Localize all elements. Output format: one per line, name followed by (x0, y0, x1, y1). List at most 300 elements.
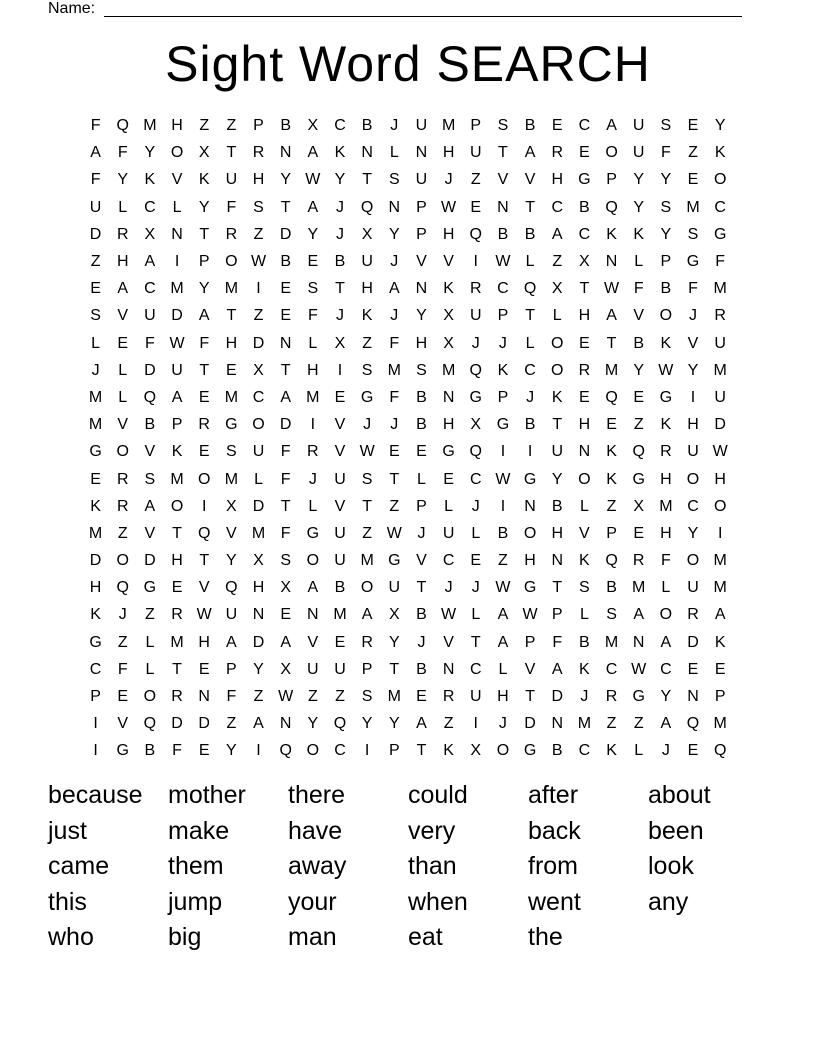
grid-letter[interactable]: C (144, 280, 156, 298)
grid-letter[interactable]: K (660, 334, 672, 352)
grid-letter[interactable]: D (89, 225, 102, 243)
grid-letter[interactable]: V (524, 660, 536, 678)
grid-letter[interactable]: K (606, 470, 617, 488)
grid-letter[interactable]: J (335, 307, 344, 325)
grid-letter[interactable]: B (579, 198, 590, 216)
grid-letter[interactable]: E (171, 579, 183, 597)
grid-letter[interactable]: A (497, 633, 509, 651)
grid-letter[interactable]: J (444, 171, 453, 189)
grid-letter[interactable]: F (633, 280, 644, 298)
grid-letter[interactable]: A (198, 307, 210, 325)
grid-letter[interactable]: C (687, 497, 699, 515)
grid-letter[interactable]: Y (633, 361, 645, 379)
grid-letter[interactable]: P (226, 660, 237, 678)
grid-letter[interactable]: C (578, 117, 591, 135)
grid-letter[interactable]: Y (416, 307, 427, 325)
grid-letter[interactable]: T (389, 660, 400, 678)
grid-letter[interactable]: T (199, 361, 210, 379)
grid-letter[interactable]: Q (360, 198, 374, 216)
grid-letter[interactable]: S (388, 171, 400, 189)
grid-letter[interactable]: Z (552, 253, 563, 271)
grid-letter[interactable]: R (252, 144, 265, 162)
grid-letter[interactable]: R (469, 280, 482, 298)
grid-letter[interactable]: K (606, 443, 617, 461)
grid-letter[interactable]: O (686, 470, 700, 488)
grid-letter[interactable]: C (89, 660, 102, 678)
grid-letter[interactable]: H (660, 524, 672, 542)
grid-letter[interactable]: W (386, 524, 402, 542)
grid-letter[interactable]: O (116, 552, 129, 570)
grid-letter[interactable]: A (307, 579, 319, 597)
grid-letter[interactable]: W (712, 443, 728, 461)
grid-letter[interactable]: S (416, 361, 427, 379)
grid-letter[interactable]: Y (198, 198, 210, 216)
grid-letter[interactable]: M (441, 361, 456, 379)
grid-letter[interactable]: Q (469, 225, 482, 243)
grid-letter[interactable]: G (578, 171, 591, 189)
grid-letter[interactable]: Z (253, 307, 264, 325)
grid-letter[interactable]: Q (116, 117, 129, 135)
grid-letter[interactable]: N (388, 198, 401, 216)
grid-letter[interactable]: O (306, 552, 320, 570)
grid-letter[interactable]: F (552, 633, 563, 651)
grid-letter[interactable]: L (471, 524, 481, 542)
grid-letter[interactable]: N (551, 715, 564, 733)
grid-letter[interactable]: P (171, 416, 183, 434)
grid-letter[interactable]: K (171, 443, 183, 461)
grid-letter[interactable]: V (633, 307, 645, 325)
grid-letter[interactable]: C (334, 742, 346, 760)
grid-letter[interactable]: Y (117, 171, 129, 189)
grid-letter[interactable]: X (280, 660, 291, 678)
grid-letter[interactable]: J (471, 334, 480, 352)
grid-letter[interactable]: X (280, 579, 291, 597)
grid-letter[interactable]: L (118, 198, 128, 216)
grid-letter[interactable]: W (441, 198, 457, 216)
grid-letter[interactable]: C (252, 388, 265, 406)
grid-letter[interactable]: Q (143, 715, 157, 733)
grid-letter[interactable]: K (90, 606, 101, 624)
grid-letter[interactable]: V (226, 524, 237, 542)
grid-letter[interactable]: B (361, 117, 373, 135)
grid-letter[interactable]: N (415, 144, 428, 162)
grid-letter[interactable]: J (580, 688, 589, 706)
grid-letter[interactable]: M (604, 361, 619, 379)
grid-letter[interactable]: F (280, 470, 291, 488)
grid-letter[interactable]: S (660, 198, 672, 216)
grid-letter[interactable]: C (605, 660, 618, 678)
grid-letter[interactable]: T (362, 497, 373, 515)
grid-letter[interactable]: Z (470, 171, 481, 189)
grid-letter[interactable]: Z (498, 552, 508, 570)
grid-letter[interactable]: P (606, 524, 617, 542)
grid-letter[interactable]: A (497, 606, 509, 624)
grid-letter[interactable]: Y (280, 171, 291, 189)
grid-letter[interactable]: S (497, 117, 509, 135)
grid-letter[interactable]: T (199, 552, 210, 570)
grid-letter[interactable]: U (469, 688, 482, 706)
grid-letter[interactable]: D (198, 715, 210, 733)
grid-letter[interactable]: W (631, 660, 647, 678)
grid-letter[interactable]: N (198, 688, 210, 706)
grid-letter[interactable]: F (172, 742, 182, 760)
grid-letter[interactable]: M (170, 633, 184, 651)
grid-letter[interactable]: K (443, 742, 454, 760)
grid-letter[interactable]: N (415, 280, 428, 298)
grid-letter[interactable]: F (660, 144, 671, 162)
grid-letter[interactable]: J (417, 524, 426, 542)
grid-letter[interactable]: O (225, 253, 238, 271)
grid-letter[interactable]: C (578, 742, 591, 760)
grid-letter[interactable]: L (254, 470, 263, 488)
grid-letter[interactable]: U (415, 171, 428, 189)
grid-letter[interactable]: I (364, 742, 370, 760)
grid-letter[interactable]: Y (660, 688, 672, 706)
grid-letter[interactable]: V (334, 416, 346, 434)
grid-letter[interactable]: K (144, 171, 156, 189)
grid-letter[interactable]: T (226, 144, 237, 162)
grid-letter[interactable]: U (334, 660, 346, 678)
grid-letter[interactable]: I (93, 715, 98, 733)
grid-letter[interactable]: R (116, 470, 129, 488)
grid-letter[interactable]: A (551, 660, 563, 678)
grid-letter[interactable]: Y (388, 715, 400, 733)
grid-letter[interactable]: G (469, 388, 482, 406)
grid-letter[interactable]: D (279, 416, 292, 434)
grid-letter[interactable]: F (90, 117, 101, 135)
grid-letter[interactable]: U (144, 307, 156, 325)
grid-letter[interactable]: E (579, 334, 590, 352)
grid-letter[interactable]: B (633, 334, 645, 352)
grid-letter[interactable]: X (144, 225, 156, 243)
grid-letter[interactable]: N (578, 443, 591, 461)
grid-letter[interactable]: I (500, 497, 506, 515)
grid-letter[interactable]: B (280, 117, 291, 135)
grid-letter[interactable]: Y (307, 715, 319, 733)
grid-letter[interactable]: B (416, 388, 427, 406)
grid-letter[interactable]: N (252, 606, 265, 624)
grid-letter[interactable]: Z (362, 524, 373, 542)
grid-letter[interactable]: M (88, 388, 103, 406)
grid-letter[interactable]: O (197, 470, 211, 488)
grid-letter[interactable]: M (224, 470, 239, 488)
grid-letter[interactable]: G (89, 443, 102, 461)
grid-letter[interactable]: K (606, 742, 617, 760)
grid-letter[interactable]: E (606, 416, 617, 434)
grid-letter[interactable]: U (551, 443, 564, 461)
grid-letter[interactable]: E (714, 660, 726, 678)
grid-letter[interactable]: W (603, 280, 620, 298)
grid-letter[interactable]: X (470, 416, 482, 434)
grid-letter[interactable]: G (360, 388, 374, 406)
grid-letter[interactable]: K (361, 307, 373, 325)
grid-letter[interactable]: D (252, 497, 265, 515)
grid-letter[interactable]: L (118, 361, 128, 379)
grid-letter[interactable]: B (144, 416, 156, 434)
grid-letter[interactable]: A (226, 633, 237, 651)
grid-letter[interactable]: D (279, 225, 292, 243)
grid-letter[interactable]: H (551, 171, 564, 189)
grid-letter[interactable]: R (361, 633, 373, 651)
grid-letter[interactable]: G (632, 470, 645, 488)
grid-letter[interactable]: O (551, 334, 564, 352)
grid-letter[interactable]: E (280, 280, 291, 298)
grid-letter[interactable]: K (579, 660, 590, 678)
grid-letter[interactable]: C (469, 660, 482, 678)
grid-letter[interactable]: J (417, 633, 426, 651)
grid-letter[interactable]: P (551, 606, 563, 624)
grid-letter[interactable]: S (144, 470, 156, 488)
grid-letter[interactable]: E (633, 388, 645, 406)
grid-letter[interactable]: W (250, 253, 267, 271)
grid-letter[interactable]: H (252, 579, 265, 597)
grid-letter[interactable]: Z (145, 606, 155, 624)
grid-letter[interactable]: Z (362, 334, 373, 352)
grid-letter[interactable]: U (334, 524, 346, 542)
grid-letter[interactable]: F (715, 253, 726, 271)
grid-letter[interactable]: T (525, 307, 535, 325)
grid-letter[interactable]: T (416, 742, 427, 760)
grid-letter[interactable]: F (145, 334, 155, 352)
grid-letter[interactable]: P (388, 742, 400, 760)
grid-letter[interactable]: L (634, 742, 644, 760)
grid-letter[interactable]: K (90, 497, 101, 515)
grid-letter[interactable]: R (198, 416, 210, 434)
grid-letter[interactable]: C (144, 198, 156, 216)
grid-letter[interactable]: B (551, 742, 563, 760)
grid-letter[interactable]: L (308, 334, 318, 352)
grid-letter[interactable]: S (226, 443, 237, 461)
grid-letter[interactable]: X (388, 606, 400, 624)
grid-letter[interactable]: G (225, 416, 238, 434)
grid-letter[interactable]: O (252, 416, 265, 434)
grid-letter[interactable]: M (224, 280, 239, 298)
grid-letter[interactable]: E (687, 742, 699, 760)
grid-letter[interactable]: G (306, 524, 320, 542)
grid-letter[interactable]: I (337, 361, 343, 379)
grid-letter[interactable]: D (252, 633, 265, 651)
grid-letter[interactable]: T (199, 225, 210, 243)
grid-letter[interactable]: F (117, 660, 128, 678)
grid-letter[interactable]: X (470, 742, 482, 760)
grid-letter[interactable]: R (171, 688, 183, 706)
grid-letter[interactable]: Q (333, 715, 347, 733)
grid-letter[interactable]: B (524, 117, 536, 135)
grid-letter[interactable]: X (443, 307, 454, 325)
grid-letter[interactable]: E (443, 470, 454, 488)
grid-letter[interactable]: Q (713, 742, 727, 760)
grid-letter[interactable]: C (524, 361, 536, 379)
grid-letter[interactable]: Z (633, 715, 644, 733)
grid-letter[interactable]: I (310, 416, 316, 434)
grid-letter[interactable]: B (524, 225, 536, 243)
grid-letter[interactable]: N (524, 497, 536, 515)
grid-letter[interactable]: B (579, 633, 590, 651)
grid-letter[interactable]: E (90, 280, 101, 298)
grid-letter[interactable]: J (118, 606, 127, 624)
grid-letter[interactable]: U (252, 443, 265, 461)
grid-letter[interactable]: A (606, 117, 617, 135)
grid-letter[interactable]: F (307, 307, 318, 325)
grid-letter[interactable]: V (334, 443, 346, 461)
grid-letter[interactable]: M (333, 606, 347, 624)
grid-letter[interactable]: U (334, 470, 346, 488)
grid-letter[interactable]: R (442, 688, 455, 706)
grid-letter[interactable]: Q (605, 388, 618, 406)
grid-letter[interactable]: B (606, 579, 617, 597)
grid-letter[interactable]: U (469, 144, 482, 162)
grid-letter[interactable]: R (116, 497, 129, 515)
grid-letter[interactable]: I (256, 280, 261, 298)
grid-letter[interactable]: H (415, 334, 428, 352)
grid-letter[interactable]: H (225, 334, 238, 352)
grid-letter[interactable]: L (118, 388, 128, 406)
grid-letter[interactable]: O (713, 171, 727, 189)
grid-letter[interactable]: W (169, 334, 185, 352)
grid-letter[interactable]: S (307, 280, 319, 298)
grid-letter[interactable]: M (387, 361, 401, 379)
grid-letter[interactable]: H (361, 280, 373, 298)
grid-letter[interactable]: B (416, 606, 427, 624)
grid-letter[interactable]: X (579, 253, 590, 271)
grid-letter[interactable]: B (497, 225, 509, 243)
grid-letter[interactable]: T (280, 497, 291, 515)
grid-letter[interactable]: R (551, 144, 564, 162)
grid-letter[interactable]: A (660, 633, 672, 651)
grid-letter[interactable]: I (256, 742, 261, 760)
name-underline[interactable] (104, 16, 742, 17)
grid-letter[interactable]: Z (633, 416, 644, 434)
grid-letter[interactable]: B (660, 280, 672, 298)
grid-letter[interactable]: I (93, 742, 98, 760)
grid-letter[interactable]: Y (226, 742, 237, 760)
grid-letter[interactable]: G (523, 742, 537, 760)
grid-letter[interactable]: N (279, 334, 292, 352)
grid-letter[interactable]: N (632, 633, 645, 651)
grid-letter[interactable]: J (689, 307, 698, 325)
grid-letter[interactable]: O (116, 443, 129, 461)
grid-letter[interactable]: V (443, 633, 454, 651)
grid-letter[interactable]: T (552, 579, 563, 597)
grid-letter[interactable]: H (660, 470, 672, 488)
grid-letter[interactable]: M (441, 117, 456, 135)
grid-letter[interactable]: X (198, 144, 210, 162)
grid-letter[interactable]: U (171, 361, 183, 379)
grid-letter[interactable]: Y (253, 660, 264, 678)
grid-letter[interactable]: H (578, 307, 591, 325)
grid-letter[interactable]: F (226, 688, 237, 706)
grid-letter[interactable]: R (578, 361, 591, 379)
grid-letter[interactable]: T (606, 334, 617, 352)
grid-letter[interactable]: V (117, 307, 129, 325)
grid-letter[interactable]: L (145, 633, 155, 651)
grid-letter[interactable]: L (389, 144, 399, 162)
grid-letter[interactable]: J (471, 579, 480, 597)
grid-letter[interactable]: E (633, 524, 645, 542)
grid-letter[interactable]: T (525, 198, 535, 216)
grid-letter[interactable]: T (525, 688, 535, 706)
grid-letter[interactable]: U (687, 579, 699, 597)
grid-letter[interactable]: E (470, 552, 482, 570)
grid-letter[interactable]: U (632, 144, 645, 162)
grid-letter[interactable]: T (172, 660, 182, 678)
grid-letter[interactable]: J (363, 416, 372, 434)
grid-letter[interactable]: F (389, 388, 400, 406)
grid-letter[interactable]: I (473, 253, 478, 271)
grid-letter[interactable]: D (89, 552, 102, 570)
grid-letter[interactable]: K (198, 171, 210, 189)
grid-letter[interactable]: M (143, 117, 157, 135)
grid-letter[interactable]: A (633, 606, 645, 624)
grid-letter[interactable]: Z (443, 715, 454, 733)
grid-letter[interactable]: Z (117, 633, 128, 651)
grid-letter[interactable]: G (686, 253, 700, 271)
grid-letter[interactable]: E (280, 606, 291, 624)
grid-letter[interactable]: B (416, 660, 427, 678)
grid-letter[interactable]: H (551, 524, 564, 542)
grid-letter[interactable]: T (335, 280, 345, 298)
grid-letter[interactable]: M (306, 388, 320, 406)
grid-letter[interactable]: Y (307, 225, 319, 243)
grid-letter[interactable]: X (443, 334, 454, 352)
grid-letter[interactable]: M (713, 361, 727, 379)
grid-letter[interactable]: U (442, 524, 455, 542)
grid-letter[interactable]: A (714, 606, 726, 624)
grid-letter[interactable]: O (551, 361, 564, 379)
grid-letter[interactable]: M (713, 715, 727, 733)
grid-letter[interactable]: K (497, 361, 509, 379)
grid-letter[interactable]: X (633, 497, 645, 515)
grid-letter[interactable]: E (117, 334, 129, 352)
grid-letter[interactable]: S (660, 117, 672, 135)
grid-letter[interactable]: E (280, 307, 291, 325)
grid-letter[interactable]: G (713, 225, 727, 243)
grid-letter[interactable]: A (144, 497, 156, 515)
grid-letter[interactable]: G (442, 443, 455, 461)
grid-letter[interactable]: E (198, 388, 210, 406)
grid-letter[interactable]: O (143, 688, 157, 706)
grid-letter[interactable]: H (442, 144, 455, 162)
grid-letter[interactable]: Y (633, 171, 645, 189)
grid-letter[interactable]: C (660, 660, 672, 678)
grid-letter[interactable]: N (551, 552, 564, 570)
grid-letter[interactable]: Y (660, 225, 672, 243)
grid-letter[interactable]: U (89, 198, 102, 216)
grid-letter[interactable]: L (145, 660, 155, 678)
grid-letter[interactable]: L (308, 497, 318, 515)
grid-letter[interactable]: J (335, 198, 344, 216)
grid-letter[interactable]: T (552, 416, 563, 434)
grid-letter[interactable]: A (117, 280, 129, 298)
grid-letter[interactable]: U (714, 388, 726, 406)
grid-letter[interactable]: O (686, 552, 700, 570)
grid-letter[interactable]: L (498, 660, 508, 678)
grid-letter[interactable]: I (690, 388, 696, 406)
grid-letter[interactable]: F (226, 198, 237, 216)
grid-letter[interactable]: M (224, 388, 239, 406)
grid-letter[interactable]: G (89, 633, 102, 651)
grid-letter[interactable]: K (714, 144, 726, 162)
grid-letter[interactable]: J (444, 579, 453, 597)
grid-letter[interactable]: K (551, 388, 563, 406)
grid-letter[interactable]: A (171, 388, 183, 406)
grid-letter[interactable]: W (359, 443, 375, 461)
grid-letter[interactable]: H (171, 117, 183, 135)
grid-letter[interactable]: L (172, 198, 182, 216)
grid-letter[interactable]: D (144, 361, 156, 379)
grid-letter[interactable]: U (334, 552, 346, 570)
grid-letter[interactable]: M (659, 497, 673, 515)
